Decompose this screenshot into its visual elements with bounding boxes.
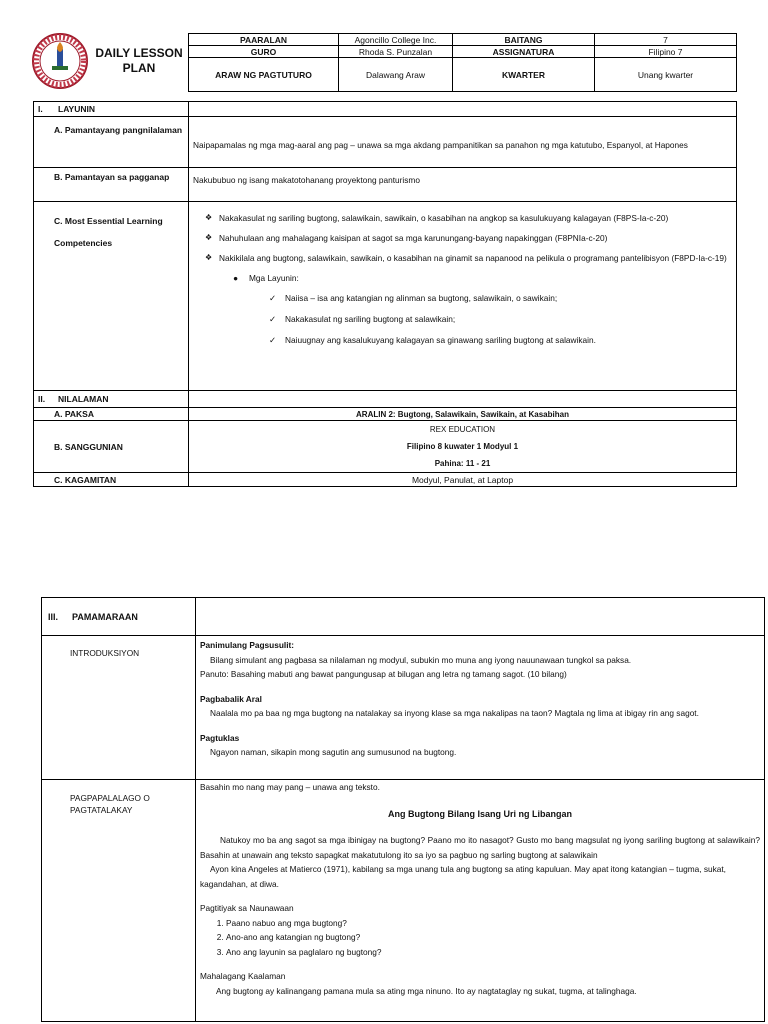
title-line-2: PLAN (122, 61, 156, 75)
section-2-header (34, 391, 189, 408)
section-3-title: PAMAMARAAN (72, 611, 138, 622)
section-1-title: LAYUNIN (58, 104, 95, 114)
question-item: 1. Paano nabuo ang mga bugtong? (226, 916, 760, 931)
school-logo (32, 33, 88, 89)
check-icon: ✓ (269, 293, 276, 303)
label-baitang: BAITANG (453, 34, 595, 46)
label-kwarter: KWARTER (453, 58, 595, 92)
value-araw: Dalawang Araw (339, 58, 453, 92)
header-table (188, 33, 737, 92)
diamond-bullet-icon: ❖ (205, 253, 213, 262)
pag-paragraph: Ang bugtong ay kalinangang pamana mula sa ating mga ninuno. Ito ay nagtataglay ng sukat, tugma, at talinghaga. (216, 985, 637, 996)
label-araw: ARAW NG PAGTUTURO (189, 58, 339, 92)
label-pamantayang-pangnilalaman: A. Pamantayang pangnilalaman (34, 117, 189, 168)
label-kagamitan: C. KAGAMITAN (34, 473, 189, 487)
competency-text: Nakakasulat ng sariling bugtong, salawikain, sawikain, o kasabihan na angkop sa kasulukuyang kalagayan (F8PS-Ia-c-20) (219, 213, 669, 223)
pagpapalalago-content (196, 780, 765, 1022)
dot-bullet-icon: ● (233, 273, 239, 283)
intro-paragraph: Naalala mo pa baa ng mga bugtong na natalakay sa inyong klase sa mga nakalipas na taon? Magtala ng lima at ibigay rin ang sagot. (210, 708, 699, 718)
section-1-empty (189, 102, 737, 117)
value-kwarter: Unang kwarter (595, 58, 737, 92)
layunin-text: Nakakasulat ng sariling bugtong at salawikain; (285, 314, 456, 324)
competency-item (189, 248, 730, 268)
question-item: 3. Ano ang layunin sa paglalaro ng bugtong? (226, 945, 760, 960)
intro-heading-3: Pagtuklas (200, 732, 240, 743)
label-paaralan: PAARALAN (189, 34, 339, 46)
layunin-item (189, 330, 730, 351)
section-3-empty (196, 598, 765, 636)
pag-paragraph: Natukoy mo ba ang sagot sa mga ibinigay na bugtong? Paano mo ito nasagot? Gusto mo bang magsulat ng iyong sariling bugtong at salawikain? Basahin at unawain ang teksto sapagkat makatutulong ito sa iyo sa pagbuo ng sarling bugtong at salawikain (200, 835, 760, 860)
melc-content (189, 202, 737, 391)
value-paksa: ARALIN 2: Bugtong, Salawikain, Sawikain, at Kasabihan (189, 408, 737, 421)
label-melc: C. Most Essential Learning Competencies (34, 202, 189, 391)
value-guro: Rhoda S. Punzalan (339, 46, 453, 58)
section-1-number: I. (38, 104, 43, 114)
label-sanggunian: B. SANGGUNIAN (34, 421, 189, 473)
pag-paragraph: Ayon kina Angeles at Matierco (1971), kabilang sa mga unang tula ang bugtong sa ating kapuluan. May apat itong katangian – tugma, sukat, kagandahan, at diwa. (200, 864, 726, 889)
competency-text: Nakikilala ang bugtong, salawikain, sawikain, o kasabihan na ginamit sa napanood na pelikula o programang pantelibisyon (F8PD-Ia-c-19) (219, 253, 727, 263)
label-pagpapalalago (42, 780, 196, 1022)
pag-paragraph: Basahin mo nang may pang – unawa ang teksto. (200, 782, 380, 792)
pag-label-line: PAGTATALAKAY (70, 805, 133, 815)
text-pamantayang-pangnilalaman: Naipapamalas ng mga mag-aaral ang pag – unawa sa mga akdang pampanitikan sa panahon ng mga katutubo, Espanyol, at Hapones (189, 117, 737, 168)
document-title (92, 46, 186, 76)
check-icon: ✓ (269, 335, 276, 345)
section-2-number: II. (38, 394, 46, 404)
intro-heading-1: Panimulang Pagsusulit: (200, 640, 295, 650)
pag-label-line: PAGPAPALALAGO O (70, 793, 150, 803)
section-2-empty (189, 391, 737, 408)
label-pamantayan-pagganap: B. Pamantayan sa pagganap (34, 168, 189, 202)
competency-item (189, 208, 730, 228)
diamond-bullet-icon: ❖ (205, 213, 213, 222)
layunin-nilalaman-table (33, 101, 737, 487)
value-kagamitan: Modyul, Panulat, at Laptop (189, 473, 737, 487)
value-baitang: 7 (595, 34, 737, 46)
layunin-sublist (189, 268, 730, 288)
value-paaralan: Agoncillo College Inc. (339, 34, 453, 46)
value-sanggunian (189, 421, 737, 473)
diamond-bullet-icon: ❖ (205, 233, 213, 242)
label-assignatura: ASSIGNATURA (453, 46, 595, 58)
intro-content (196, 636, 765, 780)
intro-paragraph: Ngayon naman, sikapin mong sagutin ang sumusunod na bugtong. (210, 747, 457, 757)
intro-heading-2: Pagbabalik Aral (200, 693, 262, 704)
sanggunian-line: Pahina: 11 - 21 (434, 459, 491, 468)
competency-list (189, 208, 730, 268)
layunin-item (189, 288, 730, 309)
section-3-header (42, 598, 196, 636)
section-1-header (34, 102, 189, 117)
sanggunian-line: REX EDUCATION (429, 425, 496, 434)
text-pamantayan-pagganap: Nakububuo ng isang makatotohanang proyektong panturismo (189, 168, 737, 202)
section-2-title: NILALAMAN (58, 394, 109, 404)
section-3-number: III. (48, 611, 59, 622)
layunin-checklist (189, 288, 730, 351)
pamamaraan-table (41, 597, 765, 1022)
intro-paragraph: Bilang simulant ang pagbasa sa nilalaman ng modyul, subukin mo muna ang iyong nauunawaan tungkol sa paksa. (210, 654, 632, 665)
title-line-1: DAILY LESSON (95, 46, 183, 60)
layunin-text: Naiuugnay ang kasalukuyang kalagayan sa ginawang sariling bugtong at salawikain. (285, 335, 596, 345)
label-paksa: A. PAKSA (34, 408, 189, 421)
layunin-label: Mga Layunin: (249, 273, 299, 283)
value-assignatura: Filipino 7 (595, 46, 737, 58)
competency-text: Nahuhulaan ang mahalagang kaisipan at sagot sa mga karunungang-bayang napakinggan (F8PNIa-c-20) (219, 233, 608, 243)
pag-subheading: Pagtitiyak sa Naunawaan (200, 903, 294, 913)
layunin-text: Naiisa – isa ang katangian ng alinman sa bugtong, salawikain, o sawikain; (285, 293, 558, 303)
competency-item (189, 228, 730, 248)
layunin-item (189, 309, 730, 330)
check-icon: ✓ (269, 314, 276, 324)
question-list (200, 916, 760, 960)
label-guro: GURO (189, 46, 339, 58)
sanggunian-line: Filipino 8 kuwater 1 Modyul 1 (406, 442, 519, 451)
label-introduksiyon: INTRODUKSIYON (42, 636, 196, 780)
layunin-heading (189, 268, 730, 288)
pag-heading: Ang Bugtong Bilang Isang Uri ng Libangan (388, 808, 572, 819)
pag-subheading: Mahalagang Kaalaman (200, 971, 286, 981)
question-item: 2. Ano-ano ang katangian ng bugtong? (226, 930, 760, 945)
intro-paragraph: Panuto: Basahing mabuti ang bawat pangungusap at bilugan ang letra ng tamang sagot. (10 bilang) (200, 669, 567, 679)
